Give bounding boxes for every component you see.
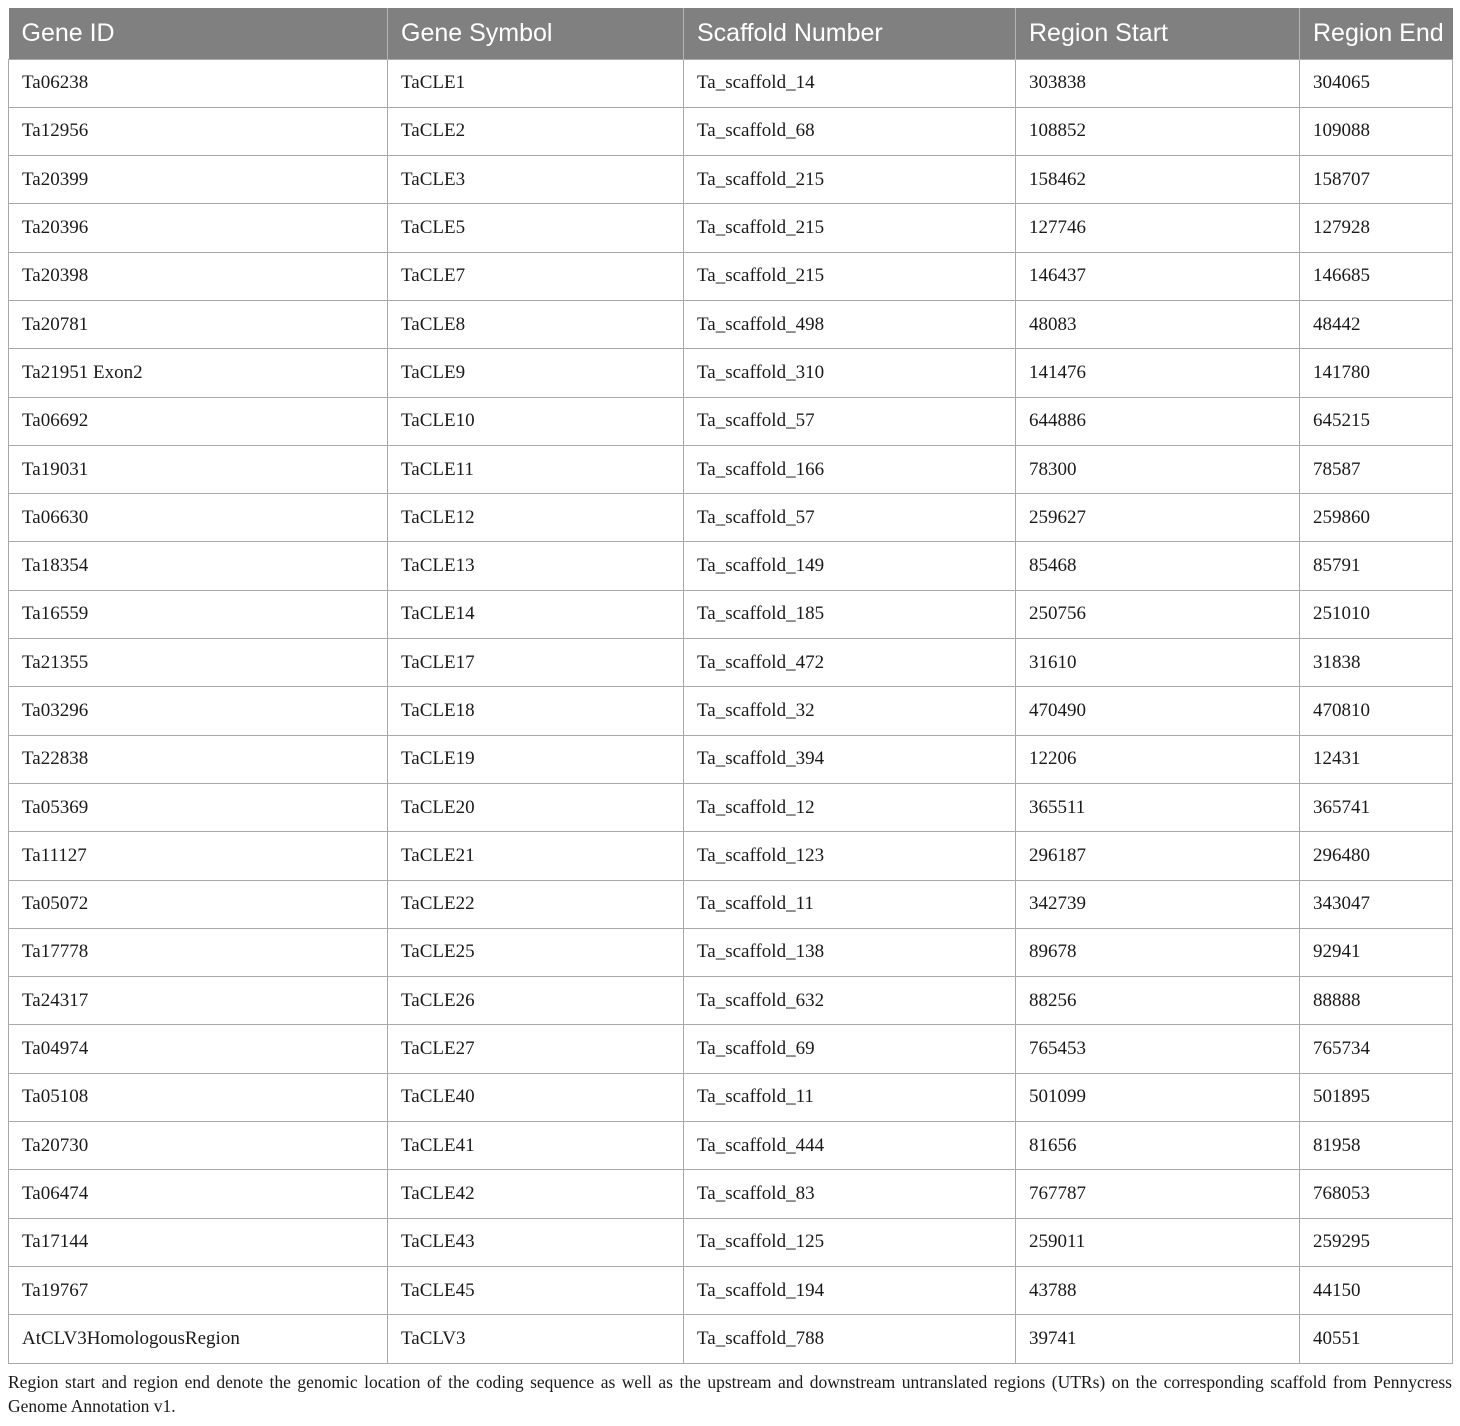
- scaffold-number-cell: Ta_scaffold_57: [684, 397, 1016, 445]
- gene-symbol-cell: TaCLE20: [388, 783, 684, 831]
- gene-id-cell: Ta06630: [9, 494, 388, 542]
- region-start-cell: 89678: [1016, 928, 1300, 976]
- scaffold-number-cell: Ta_scaffold_11: [684, 1073, 1016, 1121]
- gene-id-cell: Ta04974: [9, 1025, 388, 1073]
- region-end-cell: 645215: [1300, 397, 1453, 445]
- table-row: [9, 880, 1453, 928]
- table-row: [9, 1315, 1453, 1363]
- table-row: [9, 349, 1453, 397]
- gene-id-cell: Ta20399: [9, 156, 388, 204]
- gene-symbol-cell: TaCLE9: [388, 349, 684, 397]
- scaffold-number-cell: Ta_scaffold_444: [684, 1122, 1016, 1170]
- region-start-cell: 85468: [1016, 542, 1300, 590]
- gene-id-cell: Ta06692: [9, 397, 388, 445]
- region-end-cell: 44150: [1300, 1266, 1453, 1314]
- table-row: [9, 542, 1453, 590]
- table-row: [9, 1266, 1453, 1314]
- gene-id-cell: Ta05369: [9, 783, 388, 831]
- region-start-cell: 296187: [1016, 832, 1300, 880]
- region-start-cell: 88256: [1016, 977, 1300, 1025]
- column-header: Gene Symbol: [388, 8, 684, 59]
- region-end-cell: 146685: [1300, 252, 1453, 300]
- gene-id-cell: Ta16559: [9, 590, 388, 638]
- table-row: [9, 590, 1453, 638]
- region-end-cell: 48442: [1300, 300, 1453, 348]
- gene-id-cell: Ta22838: [9, 735, 388, 783]
- gene-symbol-cell: TaCLV3: [388, 1315, 684, 1363]
- region-start-cell: 644886: [1016, 397, 1300, 445]
- scaffold-number-cell: Ta_scaffold_12: [684, 783, 1016, 831]
- scaffold-number-cell: Ta_scaffold_14: [684, 59, 1016, 107]
- gene-id-cell: Ta03296: [9, 687, 388, 735]
- table-row: [9, 1073, 1453, 1121]
- scaffold-number-cell: Ta_scaffold_310: [684, 349, 1016, 397]
- region-start-cell: 78300: [1016, 445, 1300, 493]
- gene-symbol-cell: TaCLE22: [388, 880, 684, 928]
- scaffold-number-cell: Ta_scaffold_498: [684, 300, 1016, 348]
- scaffold-number-cell: Ta_scaffold_788: [684, 1315, 1016, 1363]
- gene-table: [8, 8, 1453, 1364]
- region-end-cell: 501895: [1300, 1073, 1453, 1121]
- scaffold-number-cell: Ta_scaffold_394: [684, 735, 1016, 783]
- region-end-cell: 365741: [1300, 783, 1453, 831]
- region-end-cell: 259860: [1300, 494, 1453, 542]
- scaffold-number-cell: Ta_scaffold_194: [684, 1266, 1016, 1314]
- table-row: [9, 1218, 1453, 1266]
- table-row: [9, 639, 1453, 687]
- gene-id-cell: Ta20730: [9, 1122, 388, 1170]
- gene-id-cell: Ta17144: [9, 1218, 388, 1266]
- region-end-cell: 78587: [1300, 445, 1453, 493]
- region-end-cell: 85791: [1300, 542, 1453, 590]
- region-end-cell: 109088: [1300, 107, 1453, 155]
- region-start-cell: 365511: [1016, 783, 1300, 831]
- gene-symbol-cell: TaCLE13: [388, 542, 684, 590]
- region-start-cell: 39741: [1016, 1315, 1300, 1363]
- gene-symbol-cell: TaCLE17: [388, 639, 684, 687]
- region-end-cell: 81958: [1300, 1122, 1453, 1170]
- gene-symbol-cell: TaCLE18: [388, 687, 684, 735]
- column-header: Gene ID: [9, 8, 388, 59]
- region-start-cell: 12206: [1016, 735, 1300, 783]
- gene-id-cell: Ta20398: [9, 252, 388, 300]
- region-end-cell: 141780: [1300, 349, 1453, 397]
- gene-symbol-cell: TaCLE3: [388, 156, 684, 204]
- gene-id-cell: Ta18354: [9, 542, 388, 590]
- table-row: [9, 1025, 1453, 1073]
- gene-symbol-cell: TaCLE19: [388, 735, 684, 783]
- gene-id-cell: Ta12956: [9, 107, 388, 155]
- gene-id-cell: Ta06238: [9, 59, 388, 107]
- gene-symbol-cell: TaCLE43: [388, 1218, 684, 1266]
- gene-symbol-cell: TaCLE42: [388, 1170, 684, 1218]
- scaffold-number-cell: Ta_scaffold_123: [684, 832, 1016, 880]
- scaffold-number-cell: Ta_scaffold_632: [684, 977, 1016, 1025]
- table-row: [9, 687, 1453, 735]
- gene-symbol-cell: TaCLE1: [388, 59, 684, 107]
- region-start-cell: 501099: [1016, 1073, 1300, 1121]
- table-row: [9, 977, 1453, 1025]
- gene-symbol-cell: TaCLE12: [388, 494, 684, 542]
- gene-symbol-cell: TaCLE40: [388, 1073, 684, 1121]
- header-row: [9, 8, 1453, 59]
- gene-id-cell: Ta05108: [9, 1073, 388, 1121]
- region-end-cell: 88888: [1300, 977, 1453, 1025]
- scaffold-number-cell: Ta_scaffold_215: [684, 204, 1016, 252]
- region-start-cell: 108852: [1016, 107, 1300, 155]
- region-end-cell: 304065: [1300, 59, 1453, 107]
- scaffold-number-cell: Ta_scaffold_185: [684, 590, 1016, 638]
- gene-symbol-cell: TaCLE27: [388, 1025, 684, 1073]
- table-row: [9, 832, 1453, 880]
- region-start-cell: 146437: [1016, 252, 1300, 300]
- gene-id-cell: Ta21355: [9, 639, 388, 687]
- region-start-cell: 127746: [1016, 204, 1300, 252]
- table-row: [9, 107, 1453, 155]
- table-row: [9, 494, 1453, 542]
- gene-table-container: [8, 8, 1452, 1364]
- scaffold-number-cell: Ta_scaffold_83: [684, 1170, 1016, 1218]
- gene-symbol-cell: TaCLE14: [388, 590, 684, 638]
- table-body: [9, 59, 1453, 1363]
- gene-id-cell: Ta20781: [9, 300, 388, 348]
- column-header: Region Start: [1016, 8, 1300, 59]
- region-end-cell: 343047: [1300, 880, 1453, 928]
- gene-id-cell: Ta21951 Exon2: [9, 349, 388, 397]
- column-header: Scaffold Number: [684, 8, 1016, 59]
- gene-symbol-cell: TaCLE11: [388, 445, 684, 493]
- table-row: [9, 156, 1453, 204]
- gene-id-cell: Ta11127: [9, 832, 388, 880]
- table-row: [9, 1170, 1453, 1218]
- gene-symbol-cell: TaCLE8: [388, 300, 684, 348]
- gene-id-cell: Ta05072: [9, 880, 388, 928]
- gene-symbol-cell: TaCLE5: [388, 204, 684, 252]
- region-start-cell: 250756: [1016, 590, 1300, 638]
- gene-symbol-cell: TaCLE45: [388, 1266, 684, 1314]
- scaffold-number-cell: Ta_scaffold_166: [684, 445, 1016, 493]
- table-row: [9, 59, 1453, 107]
- gene-symbol-cell: TaCLE26: [388, 977, 684, 1025]
- gene-symbol-cell: TaCLE41: [388, 1122, 684, 1170]
- region-start-cell: 470490: [1016, 687, 1300, 735]
- gene-id-cell: AtCLV3HomologousRegion: [9, 1315, 388, 1363]
- region-start-cell: 303838: [1016, 59, 1300, 107]
- gene-id-cell: Ta19031: [9, 445, 388, 493]
- scaffold-number-cell: Ta_scaffold_138: [684, 928, 1016, 976]
- scaffold-number-cell: Ta_scaffold_68: [684, 107, 1016, 155]
- gene-id-cell: Ta06474: [9, 1170, 388, 1218]
- scaffold-number-cell: Ta_scaffold_57: [684, 494, 1016, 542]
- region-start-cell: 765453: [1016, 1025, 1300, 1073]
- region-start-cell: 342739: [1016, 880, 1300, 928]
- table-row: [9, 735, 1453, 783]
- gene-id-cell: Ta20396: [9, 204, 388, 252]
- region-end-cell: 127928: [1300, 204, 1453, 252]
- region-end-cell: 296480: [1300, 832, 1453, 880]
- scaffold-number-cell: Ta_scaffold_11: [684, 880, 1016, 928]
- region-start-cell: 43788: [1016, 1266, 1300, 1314]
- table-row: [9, 783, 1453, 831]
- region-end-cell: 31838: [1300, 639, 1453, 687]
- region-end-cell: 158707: [1300, 156, 1453, 204]
- table-row: [9, 1122, 1453, 1170]
- region-end-cell: 765734: [1300, 1025, 1453, 1073]
- gene-symbol-cell: TaCLE10: [388, 397, 684, 445]
- gene-symbol-cell: TaCLE25: [388, 928, 684, 976]
- region-end-cell: 768053: [1300, 1170, 1453, 1218]
- region-end-cell: 251010: [1300, 590, 1453, 638]
- scaffold-number-cell: Ta_scaffold_32: [684, 687, 1016, 735]
- scaffold-number-cell: Ta_scaffold_69: [684, 1025, 1016, 1073]
- region-start-cell: 48083: [1016, 300, 1300, 348]
- region-start-cell: 141476: [1016, 349, 1300, 397]
- gene-id-cell: Ta19767: [9, 1266, 388, 1314]
- gene-symbol-cell: TaCLE2: [388, 107, 684, 155]
- region-end-cell: 40551: [1300, 1315, 1453, 1363]
- table-row: [9, 397, 1453, 445]
- gene-symbol-cell: TaCLE7: [388, 252, 684, 300]
- region-start-cell: 81656: [1016, 1122, 1300, 1170]
- scaffold-number-cell: Ta_scaffold_472: [684, 639, 1016, 687]
- scaffold-number-cell: Ta_scaffold_215: [684, 156, 1016, 204]
- region-start-cell: 31610: [1016, 639, 1300, 687]
- region-end-cell: 92941: [1300, 928, 1453, 976]
- table-row: [9, 204, 1453, 252]
- gene-symbol-cell: TaCLE21: [388, 832, 684, 880]
- region-start-cell: 158462: [1016, 156, 1300, 204]
- region-start-cell: 259011: [1016, 1218, 1300, 1266]
- gene-id-cell: Ta17778: [9, 928, 388, 976]
- scaffold-number-cell: Ta_scaffold_215: [684, 252, 1016, 300]
- region-end-cell: 12431: [1300, 735, 1453, 783]
- table-row: [9, 445, 1453, 493]
- table-header: [9, 8, 1453, 59]
- table-row: [9, 252, 1453, 300]
- column-header: Region End: [1300, 8, 1453, 59]
- region-end-cell: 259295: [1300, 1218, 1453, 1266]
- region-start-cell: 259627: [1016, 494, 1300, 542]
- gene-id-cell: Ta24317: [9, 977, 388, 1025]
- region-start-cell: 767787: [1016, 1170, 1300, 1218]
- table-row: [9, 928, 1453, 976]
- table-row: [9, 300, 1453, 348]
- region-end-cell: 470810: [1300, 687, 1453, 735]
- scaffold-number-cell: Ta_scaffold_125: [684, 1218, 1016, 1266]
- table-footnote: Region start and region end denote the genomic location of the coding sequence as well as the upstream and downstream untranslated regions (UTRs) on the corresponding scaffold from Pennycress Genome Annotation v1.: [8, 1372, 1452, 1416]
- scaffold-number-cell: Ta_scaffold_149: [684, 542, 1016, 590]
